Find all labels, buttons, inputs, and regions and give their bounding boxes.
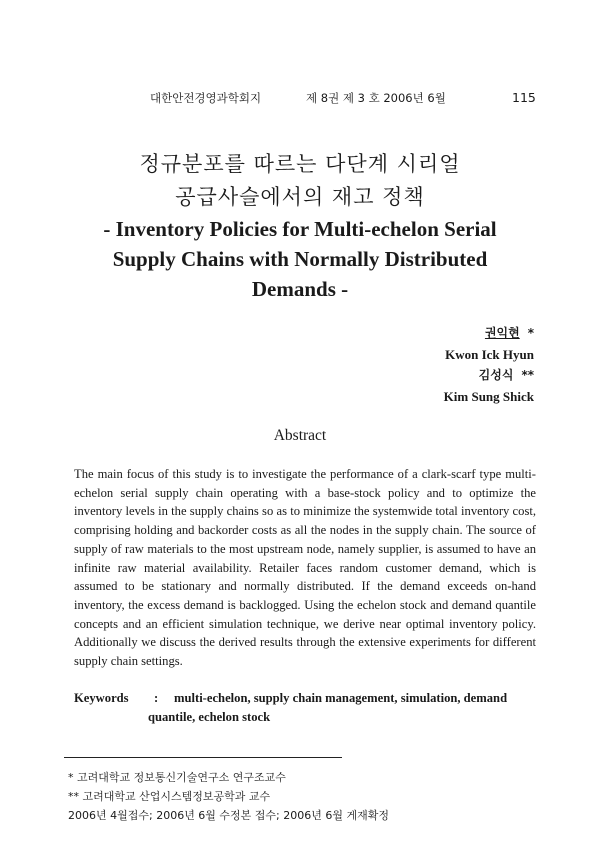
footnote-divider bbox=[64, 757, 342, 758]
author-1-name-en: Kwon Ick Hyun bbox=[445, 347, 534, 362]
footnotes bbox=[68, 768, 538, 825]
author-1-mark: * bbox=[527, 326, 534, 340]
page-number: 115 bbox=[512, 90, 536, 105]
title-korean-line-2: 공급사슬에서의 재고 정책 bbox=[175, 185, 425, 209]
author-1-korean bbox=[444, 323, 534, 344]
author-1-name-kr: 권익현 bbox=[484, 326, 520, 340]
running-header bbox=[0, 90, 600, 110]
journal-name: 대한안전경영과학회지 bbox=[150, 91, 262, 105]
keywords-separator: : bbox=[154, 691, 159, 705]
abstract-text: The main focus of this study is to investigate the performance of a clark-scarf type multi-echelon serial supply chain operating with a base-stock policy and to optimize the inventory levels in the supply chains so as to minimize the systemwide total inventory cost, comprising holding and backorder costs as all the nodes in the supply chain. The source of supply of raw materials to the most upstream node, namely supplier, is assumed to have an infinite raw material availability. Retailer faces random customer demand, which is assumed to be stationary and normally distributed. If the demand exceeds on-hand inventory, the excess demand is backlogged. Using the echelon stock and demand quantile concepts and an efficient simulation technique, we derive near optimal inventory policy. Additionally we discuss the derived results through the extensive experiments for different supply chain settings. bbox=[74, 467, 536, 669]
author-block bbox=[444, 323, 534, 407]
author-2-name-kr: 김성식 bbox=[478, 368, 514, 382]
abstract-heading: Abstract bbox=[273, 427, 327, 444]
title-korean-line-1: 정규분포를 따르는 다단계 시리얼 bbox=[139, 152, 461, 176]
title-english-line-3: Demands - bbox=[251, 277, 349, 301]
keywords-block bbox=[74, 689, 536, 726]
author-2-name-en: Kim Sung Shick bbox=[443, 389, 534, 404]
footnote-2: ** 고려대학교 산업시스템정보공학과 교수 bbox=[68, 790, 271, 803]
footnote-3: 2006년 4월접수; 2006년 6월 수정본 접수; 2006년 6월 게재확정 bbox=[68, 809, 390, 822]
keywords-label: Keywords bbox=[74, 691, 129, 705]
footnote-1: * 고려대학교 정보통신기술연구소 연구조교수 bbox=[68, 771, 286, 784]
keywords-line-1 bbox=[74, 689, 536, 708]
author-2-mark: ** bbox=[521, 368, 534, 382]
title-english-line-1: - Inventory Policies for Multi-echelon Serial bbox=[103, 217, 497, 241]
issue-info: 제 8권 제 3 호 2006년 6월 bbox=[306, 91, 446, 105]
keywords-list-2: quantile, echelon stock bbox=[148, 709, 271, 724]
keywords-list-1: multi-echelon, supply chain management, simulation, demand bbox=[174, 691, 508, 705]
author-2-korean bbox=[444, 365, 534, 386]
title-english-line-2: Supply Chains with Normally Distributed bbox=[112, 247, 488, 271]
paper-title bbox=[60, 148, 540, 304]
